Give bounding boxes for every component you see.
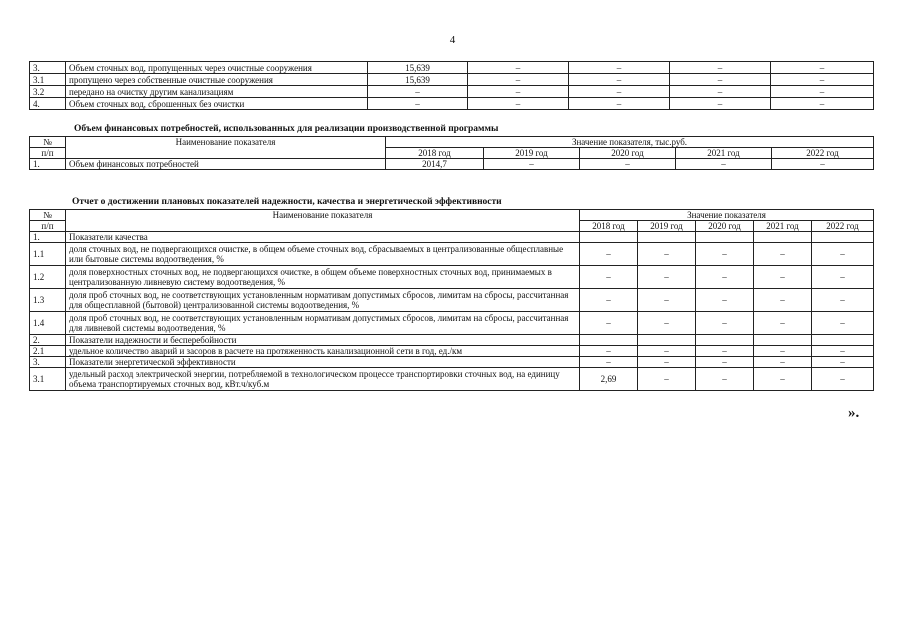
financial-table-title: Объем финансовых потребностей, использованных для реализации производственной программы: [74, 124, 499, 134]
table-row: [30, 86, 874, 98]
row-value: [812, 232, 874, 243]
row-value: –: [580, 289, 638, 312]
row-value: –: [696, 368, 754, 391]
row-value: –: [696, 289, 754, 312]
row-name: передано на очистку другим канализациям: [66, 86, 368, 98]
row-value: –: [638, 266, 696, 289]
row-value: –: [670, 62, 771, 74]
row-value: –: [812, 357, 874, 368]
row-value: –: [812, 289, 874, 312]
row-number: 1.: [30, 232, 66, 243]
row-value: –: [771, 62, 874, 74]
header-num-sub: п/п: [30, 148, 66, 159]
header-value: Значение показателя: [580, 210, 874, 221]
row-value: –: [670, 86, 771, 98]
row-number: 4.: [30, 98, 66, 110]
row-number: 3.1: [30, 74, 66, 86]
row-number: 3.1: [30, 368, 66, 391]
row-value: –: [696, 312, 754, 335]
header-name: Наименование показателя: [66, 137, 386, 159]
row-value: –: [580, 266, 638, 289]
row-value: –: [468, 62, 569, 74]
row-name: удельное количество аварий и засоров в расчете на протяженность канализационной сети в год, ед./км: [66, 346, 580, 357]
header-year: 2019 год: [484, 148, 580, 159]
row-name: доля сточных вод, не подвергающихся очистке, в общем объеме сточных вод, сбрасываемых в централизованные общесплавные или бытовые системы водоотведения, %: [66, 243, 580, 266]
header-year: 2018 год: [386, 148, 484, 159]
row-name: Показатели надежности и бесперебойности: [66, 335, 580, 346]
row-value: –: [771, 98, 874, 110]
row-value: –: [696, 346, 754, 357]
row-value: –: [696, 243, 754, 266]
row-value: –: [569, 62, 670, 74]
row-value: 15,639: [368, 74, 468, 86]
header-year: 2022 год: [772, 148, 874, 159]
row-value: –: [569, 86, 670, 98]
row-value: –: [580, 346, 638, 357]
row-name: Объем сточных вод, сброшенных без очистки: [66, 98, 368, 110]
row-value: –: [670, 74, 771, 86]
header-year: 2020 год: [580, 148, 676, 159]
table-row: [30, 159, 874, 170]
row-number: 1.: [30, 159, 66, 170]
table-row: [30, 62, 874, 74]
row-value: –: [771, 86, 874, 98]
row-name: Объем сточных вод, пропущенных через очистные сооружения: [66, 62, 368, 74]
row-value: –: [484, 159, 580, 170]
header-num: №: [30, 137, 66, 148]
row-value: –: [638, 289, 696, 312]
row-value: 2,69: [580, 368, 638, 391]
row-value: –: [468, 86, 569, 98]
row-value: [696, 232, 754, 243]
row-value: –: [754, 312, 812, 335]
row-number: 3.: [30, 357, 66, 368]
row-value: –: [368, 98, 468, 110]
row-value: –: [772, 159, 874, 170]
row-value: [580, 232, 638, 243]
header-year: 2018 год: [580, 221, 638, 232]
header-year: 2022 год: [812, 221, 874, 232]
row-number: 1.3: [30, 289, 66, 312]
header-year: 2020 год: [696, 221, 754, 232]
row-value: –: [468, 74, 569, 86]
header-name: Наименование показателя: [66, 210, 580, 232]
row-value: –: [580, 312, 638, 335]
row-value: –: [812, 368, 874, 391]
indicators-table: [29, 209, 874, 391]
row-number: 2.1: [30, 346, 66, 357]
table-row: [30, 357, 874, 368]
row-value: –: [754, 368, 812, 391]
row-name: пропущено через собственные очистные сооружения: [66, 74, 368, 86]
row-value: 2014,7: [386, 159, 484, 170]
wastewater-volume-table: [29, 61, 874, 110]
row-number: 2.: [30, 335, 66, 346]
row-value: –: [569, 74, 670, 86]
row-value: –: [580, 243, 638, 266]
row-value: [580, 335, 638, 346]
table-row: [30, 289, 874, 312]
row-value: –: [670, 98, 771, 110]
row-number: 1.1: [30, 243, 66, 266]
header-year: 2021 год: [754, 221, 812, 232]
row-value: –: [754, 266, 812, 289]
row-value: –: [754, 357, 812, 368]
row-value: –: [580, 159, 676, 170]
row-name: удельный расход электрической энергии, потребляемой в технологическом процессе транспортировки сточных вод, на единицу объема транспортируемых сточных вод, кВт.ч/куб.м: [66, 368, 580, 391]
row-value: [754, 232, 812, 243]
row-value: –: [638, 357, 696, 368]
indicators-table-title: Отчет о достижении плановых показателей надежности, качества и энергетической эффективности: [72, 197, 502, 207]
row-number: 3.: [30, 62, 66, 74]
header-num: №: [30, 210, 66, 221]
table-row: [30, 346, 874, 357]
table-row: [30, 98, 874, 110]
table-row: [30, 74, 874, 86]
table-row: [30, 266, 874, 289]
row-number: 1.2: [30, 266, 66, 289]
header-num-sub: п/п: [30, 221, 66, 232]
row-name: Показатели качества: [66, 232, 580, 243]
row-name: доля поверхностных сточных вод, не подвергающихся очистке, в общем объеме поверхностных сточных вод, принимаемых в централизованную ливневую систему водоотведения, %: [66, 266, 580, 289]
row-number: 1.4: [30, 312, 66, 335]
row-value: –: [754, 243, 812, 266]
row-value: –: [638, 346, 696, 357]
row-value: 15,639: [368, 62, 468, 74]
row-value: –: [468, 98, 569, 110]
closing-quote-mark: ».: [848, 405, 860, 421]
table-row: [30, 335, 874, 346]
row-value: [696, 335, 754, 346]
page-number: 4: [449, 34, 456, 46]
row-value: –: [812, 243, 874, 266]
row-value: –: [638, 312, 696, 335]
row-value: –: [696, 357, 754, 368]
row-value: –: [569, 98, 670, 110]
row-value: –: [754, 346, 812, 357]
row-value: [638, 232, 696, 243]
row-name: Показатели энергетической эффективности: [66, 357, 580, 368]
table-row: [30, 312, 874, 335]
row-name: доля проб сточных вод, не соответствующих установленным нормативам допустимых сбросов, лимитам на сбросы, рассчитанная для общесплавной (бытовой) централизованной системы водоотведения, %: [66, 289, 580, 312]
row-value: [638, 335, 696, 346]
row-value: [754, 335, 812, 346]
row-value: –: [812, 312, 874, 335]
row-value: –: [812, 266, 874, 289]
table-row: [30, 243, 874, 266]
financial-needs-table: [29, 136, 874, 170]
row-number: 3.2: [30, 86, 66, 98]
table-row: [30, 368, 874, 391]
row-value: –: [812, 346, 874, 357]
row-value: –: [580, 357, 638, 368]
header-year: 2021 год: [676, 148, 772, 159]
header-year: 2019 год: [638, 221, 696, 232]
row-value: –: [696, 266, 754, 289]
table-row: [30, 232, 874, 243]
row-name: доля проб сточных вод, не соответствующих установленным нормативам допустимых сбросов, лимитам на сбросы, рассчитанная для ливневой системы водоотведения, %: [66, 312, 580, 335]
row-value: [812, 335, 874, 346]
row-value: –: [754, 289, 812, 312]
row-value: –: [638, 368, 696, 391]
row-name: Объем финансовых потребностей: [66, 159, 386, 170]
row-value: –: [638, 243, 696, 266]
row-value: –: [676, 159, 772, 170]
row-value: –: [771, 74, 874, 86]
header-value: Значение показателя, тыс.руб.: [386, 137, 874, 148]
row-value: –: [368, 86, 468, 98]
